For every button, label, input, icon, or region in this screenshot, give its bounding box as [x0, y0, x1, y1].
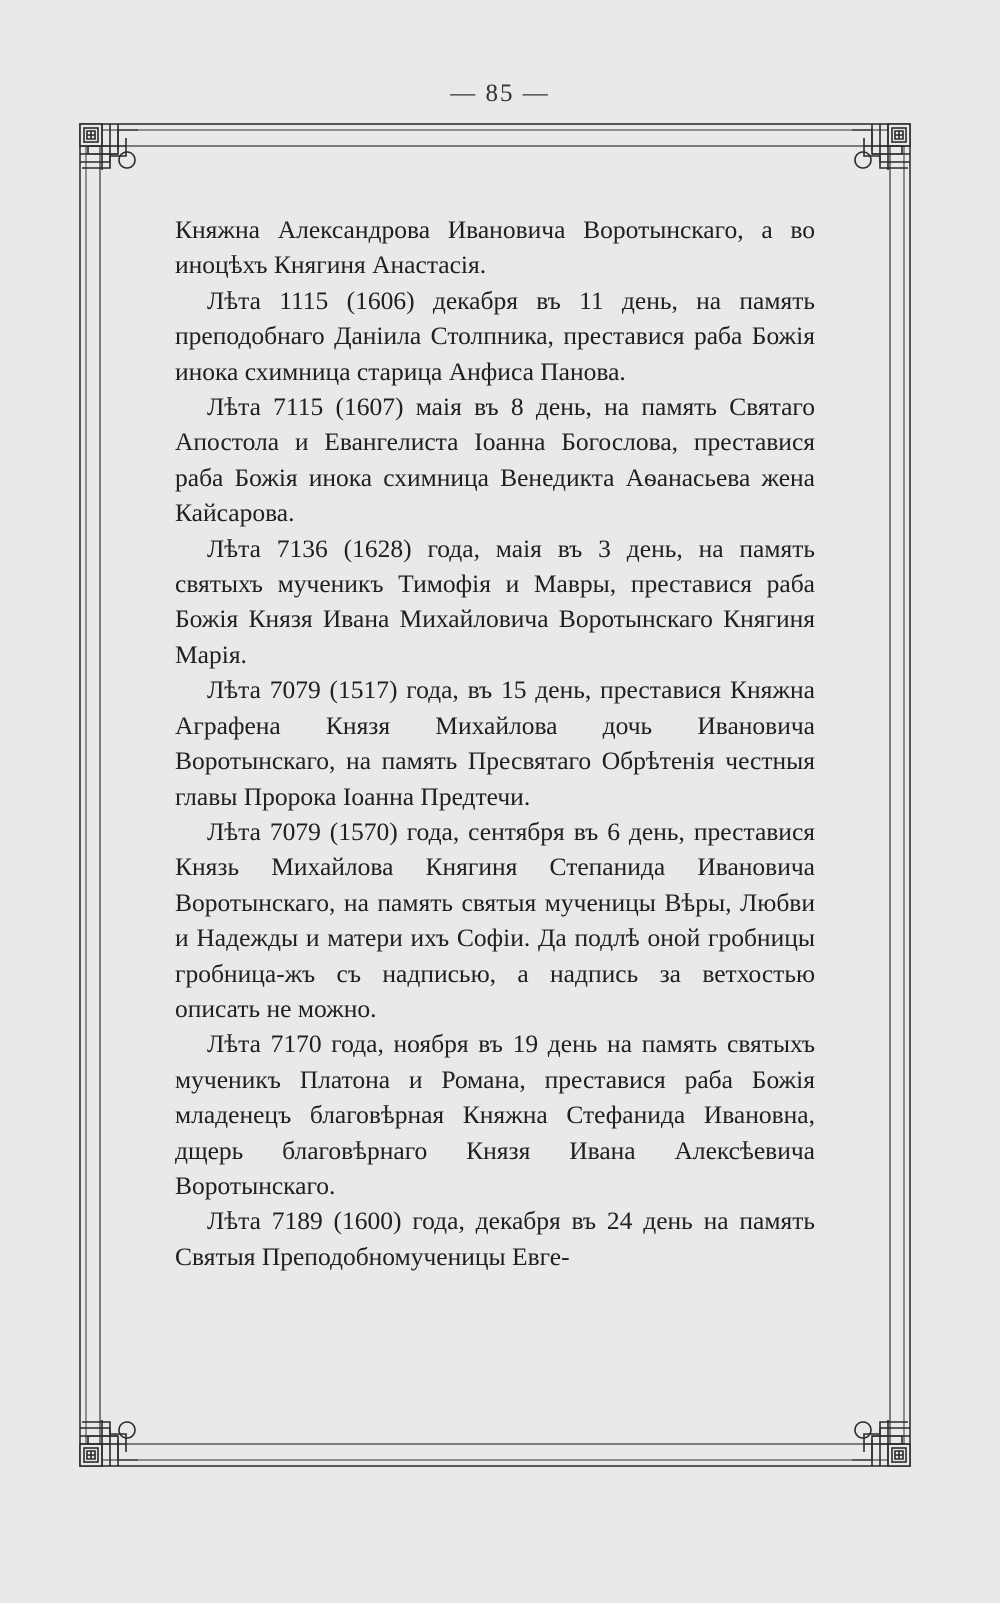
paragraph-7: Лѣта 7170 года, ноября въ 19 день на память святыхъ мученикъ Платона и Романа, преставися раба Божія младенецъ благовѣрная Княжна Стефанида Ивановна, дщерь благовѣрнаго Князя Ивана Алексѣевича Воротынскаго.	[175, 1029, 815, 1200]
corner-ornament-bottom-left	[80, 1420, 138, 1466]
paragraph-8: Лѣта 7189 (1600) года, декабря въ 24 день на память Святыя Преподобномученицы Евге-	[175, 1206, 815, 1271]
text-block	[175, 212, 815, 1274]
paragraph-4: Лѣта 7136 (1628) года, маія въ 3 день, на память святыхъ мученикъ Тимофія и Мавры, преставися раба Божія Князя Ивана Михайловича Воротынскаго Княгиня Марія.	[175, 533, 815, 669]
corner-ornament-bottom-right	[852, 1420, 910, 1466]
corner-ornament-top-right	[852, 124, 910, 170]
corner-ornament-top-left	[80, 124, 138, 170]
paragraph-3: Лѣта 7115 (1607) маія въ 8 день, на память Святаго Апостола и Евангелиста Іоанна Богослова, преставися раба Божія инока схимница Венедикта Аѳанасьева жена Кайсарова.	[175, 392, 815, 528]
paragraph-5: Лѣта 7079 (1517) года, въ 15 день, преставися Княжна Аграфена Князя Михайлова дочь Ивановича Воротынскаго, на память Пресвятаго Обрѣтенія честныя главы Пророка Іоанна Предтечи.	[175, 675, 815, 811]
paragraph-6: Лѣта 7079 (1570) года, сентября въ 6 день, преставися Князь Михайлова Княгиня Степанида Ивановича Воротынскаго, на память святыя мученицы Вѣры, Любви и Надежды и матери ихъ Софіи. Да подлѣ оной гробницы гробница-жъ съ надписью, а надпись за ветхостью описать не можно.	[175, 816, 815, 1023]
paragraph-1: Княжна Александрова Ивановича Воротынскаго, а во иноцѣхъ Княгиня Анастасія.	[175, 215, 815, 280]
paragraph-2: Лѣта 1115 (1606) декабря въ 11 день, на память преподобнаго Даніила Столпника, преставися раба Божія инока схимница старица Анфиса Панова.	[175, 285, 815, 386]
page-number: — 85 —	[450, 80, 550, 107]
